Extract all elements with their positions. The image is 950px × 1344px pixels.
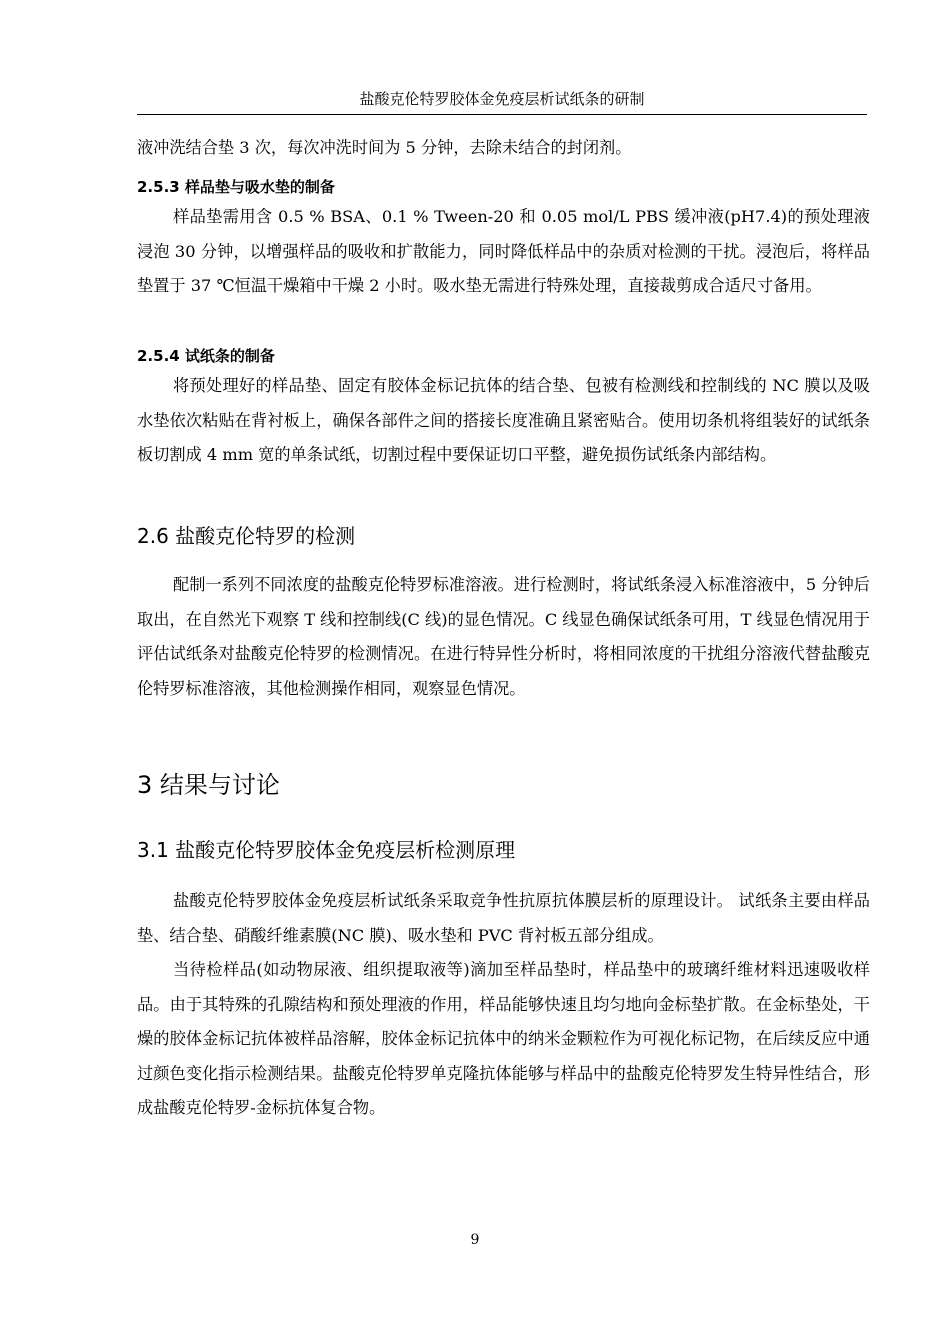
- heading-3: 3 结果与讨论: [137, 771, 280, 799]
- page-number: 9: [470, 1232, 480, 1248]
- heading-2-6: 2.6 盐酸克伦特罗的检测: [137, 524, 356, 548]
- paragraph-3-1-a: 盐酸克伦特罗胶体金免疫层析试纸条采取竞争性抗原抗体膜层析的原理设计。 试纸条主要由样品垫、结合垫、硝酸纤维素膜(NC 膜)、吸水垫和 PVC 背衬板五部分组成。: [137, 891, 870, 945]
- paragraph-3-1-b: 当待检样品(如动物尿液、组织提取液等)滴加至样品垫时，样品垫中的玻璃纤维材料迅速吸收样品。由于其特殊的孔隙结构和预处理液的作用，样品能够快速且均匀地向金标垫扩散。在金标垫处，干燥的胶体金标记抗体被样品溶解，胶体金标记抗体中的纳米金颗粒作为可视化标记物，在后续反应中通过颜色变化指示检测结果。盐酸克伦特罗单克隆抗体能够与样品中的盐酸克伦特罗发生特异性结合，形成盐酸克伦特罗-金标抗体复合物。: [137, 960, 870, 1117]
- heading-2-5-3: 2.5.3 样品垫与吸水垫的制备: [137, 178, 335, 196]
- paragraph-2-5-3: 样品垫需用含 0.5 % BSA、0.1 % Tween-20 和 0.05 mol/L PBS 缓冲液(pH7.4)的预处理液浸泡 30 分钟，以增强样品的吸收和扩散能力，同时降低样品中的杂质对检测的干扰。浸泡后，将样品垫置于 37 ℃恒温干燥箱中干燥 2 小时。吸水垫无需进行特殊处理，直接裁剪成合适尺寸备用。: [137, 207, 870, 295]
- paragraph-2-6: 配制一系列不同浓度的盐酸克伦特罗标准溶液。进行检测时，将试纸条浸入标准溶液中，5 分钟后取出，在自然光下观察 T 线和控制线(C 线)的显色情况。C 线显色确保试纸条可用，T 线显色情况用于评估试纸条对盐酸克伦特罗的检测情况。在进行特异性分析时，将相同浓度的干扰组分溶液代替盐酸克伦特罗标准溶液，其他检测操作相同，观察显色情况。: [137, 575, 870, 698]
- heading-2-5-4: 2.5.4 试纸条的制备: [137, 347, 275, 365]
- heading-3-1: 3.1 盐酸克伦特罗胶体金免疫层析检测原理: [137, 838, 516, 862]
- paragraph-continued: 液冲洗结合垫 3 次，每次冲洗时间为 5 分钟，去除未结合的封闭剂。: [137, 138, 632, 157]
- paragraph-2-5-4: 将预处理好的样品垫、固定有胶体金标记抗体的结合垫、包被有检测线和控制线的 NC 膜以及吸水垫依次粘贴在背衬板上，确保各部件之间的搭接长度准确且紧密贴合。使用切条机将组装好的试纸条板切割成 4 mm 宽的单条试纸，切割过程中要保证切口平整，避免损伤试纸条内部结构。: [137, 376, 870, 464]
- running-header: 盐酸克伦特罗胶体金免疫层析试纸条的研制: [137, 86, 867, 115]
